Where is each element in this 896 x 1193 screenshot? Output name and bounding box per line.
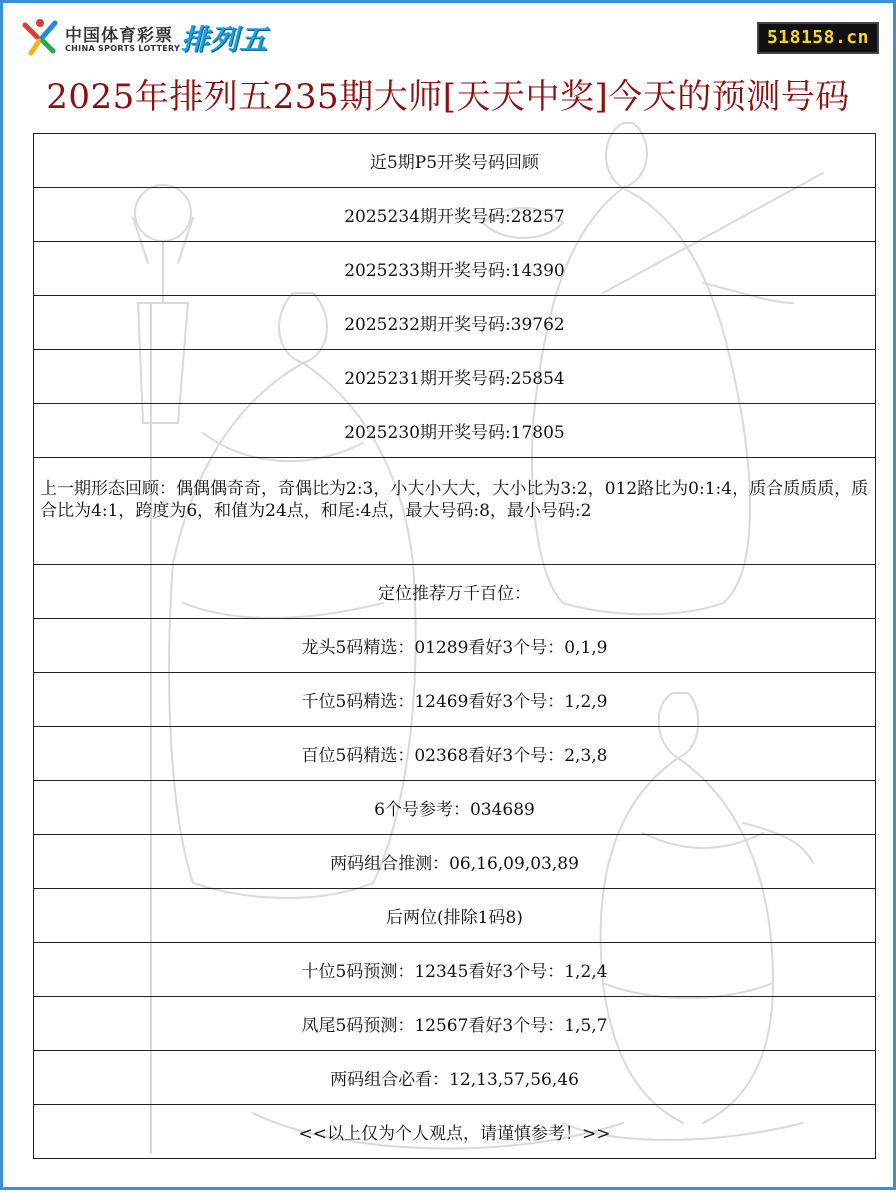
disclaimer-text: <<以上仅为个人观点，请谨慎参考！>> (298, 1124, 611, 1144)
row-text: 上一期形态回顾：偶偶偶奇奇，奇偶比为2:3，小大小大大，大小比为3:2，012路比为0:1:4，质合质质质，质合比为4:1，跨度为6，和值为24点，和尾:4点，最大号码:8，最小号码:2 (40, 479, 869, 521)
row-text: 2025234期开奖号码:28257 (344, 207, 565, 227)
site-badge[interactable]: 518158.cn (757, 22, 879, 54)
row-text: 2025233期开奖号码:14390 (344, 261, 565, 281)
table-row (34, 296, 875, 350)
row-text: 定位推荐万千百位： (378, 584, 531, 604)
row-text: 2025232期开奖号码:39762 (344, 315, 565, 335)
china-sports-lottery-logo-icon (21, 17, 59, 57)
table-row (34, 242, 875, 296)
logo (21, 17, 291, 61)
row-text: 近5期P5开奖号码回顾 (369, 153, 540, 173)
table-row (34, 1051, 875, 1105)
table-row (34, 943, 875, 997)
table-row (34, 134, 875, 188)
table-row (34, 188, 875, 242)
row-text: 2025231期开奖号码:25854 (344, 369, 565, 389)
prediction-table (33, 133, 876, 1159)
row-text: 凤尾5码预测：12567看好3个号：1,5,7 (301, 1016, 608, 1036)
table-row (34, 404, 875, 458)
logo-chinese-text: 中国体育彩票 (65, 26, 173, 46)
table-row (34, 835, 875, 889)
row-text: 两码组合推测：06,16,09,03,89 (330, 854, 579, 874)
row-text: 百位5码精选：02368看好3个号：2,3,8 (301, 746, 608, 766)
table-row (34, 673, 875, 727)
table-row (34, 889, 875, 943)
table-row (34, 619, 875, 673)
table-row (34, 727, 875, 781)
row-text: 2025230期开奖号码:17805 (344, 423, 565, 443)
row-text: 千位5码精选：12469看好3个号：1,2,9 (301, 692, 608, 712)
table-row (34, 781, 875, 835)
row-text: 6个号参考：034689 (374, 800, 535, 820)
page-title: 2025年排列五235期大师[天天中奖]今天的预测号码 (46, 77, 850, 117)
pattern-review-row (34, 458, 875, 565)
logo-english-text: CHINA SPORTS LOTTERY (65, 44, 181, 53)
table-row (34, 997, 875, 1051)
logo-game-name: 排列五 (181, 23, 269, 56)
table-row (34, 350, 875, 404)
table-row (34, 565, 875, 619)
row-text: 后两位(排除1码8) (386, 908, 523, 928)
row-text: 两码组合必看：12,13,57,56,46 (330, 1070, 579, 1090)
row-text: 龙头5码精选：01289看好3个号：0,1,9 (301, 638, 608, 658)
header (3, 3, 893, 133)
row-text: 十位5码预测：12345看好3个号：1,2,4 (301, 962, 608, 982)
disclaimer-row (34, 1105, 875, 1159)
